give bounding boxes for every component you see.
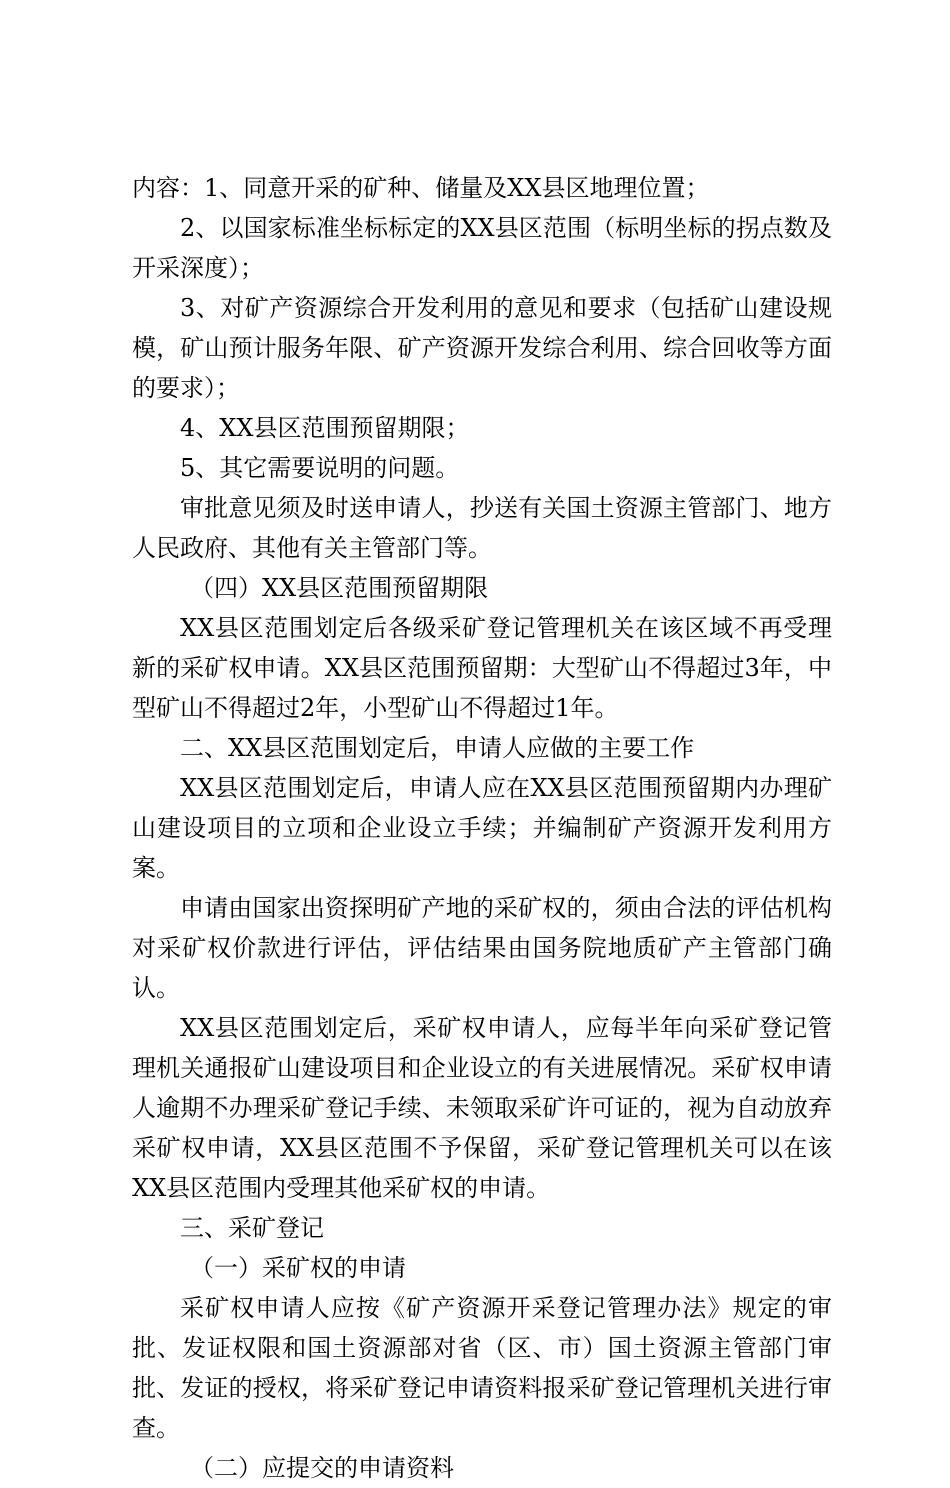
heading-mining-registration: 三、采矿登记	[180, 1214, 324, 1242]
paragraph-item-5: 5、其它需要说明的问题。	[180, 454, 460, 482]
heading-applicant-work: 二、XX县区范围划定后，申请人应做的主要工作	[180, 734, 695, 762]
subheading-reservation-period: （四）XX县区范围预留期限	[190, 574, 489, 602]
paragraph-valuation: 申请由国家出资探明矿产地的采矿权的，须由合法的评估机构对采矿权价款进行评估，评估结果由国务院地质矿产主管部门确认。	[132, 894, 832, 1002]
paragraph-approval-notice: 审批意见须及时送申请人，抄送有关国土资源主管部门、地方人民政府、其他有关主管部门等。	[132, 494, 832, 562]
document-body	[132, 168, 832, 1488]
paragraph-content-intro: 内容：1、同意开采的矿种、储量及XX县区地理位置；	[132, 174, 710, 202]
paragraph-project-setup: XX县区范围划定后，申请人应在XX县区范围预留期内办理矿山建设项目的立项和企业设立手续；并编制矿产资源开发利用方案。	[132, 774, 832, 882]
paragraph-item-2: 2、以国家标准坐标标定的XX县区范围（标明坐标的拐点数及开采深度）；	[132, 214, 832, 282]
paragraph-item-3: 3、对矿产资源综合开发利用的意见和要求（包括矿山建设规模，矿山预计服务年限、矿产资源开发综合利用、综合回收等方面的要求）；	[132, 294, 832, 402]
paragraph-progress-report: XX县区范围划定后，采矿权申请人，应每半年向采矿登记管理机关通报矿山建设项目和企业设立的有关进展情况。采矿权申请人逾期不办理采矿登记手续、未领取采矿许可证的，视为自动放弃采矿权申请，XX县区范围不予保留，采矿登记管理机关可以在该XX县区范围内受理其他采矿权的申请。	[132, 1014, 832, 1202]
paragraph-reservation-period: XX县区范围划定后各级采矿登记管理机关在该区域不再受理新的采矿权申请。XX县区范围预留期：大型矿山不得超过3年，中型矿山不得超过2年，小型矿山不得超过1年。	[132, 614, 832, 722]
paragraph-item-4: 4、XX县区范围预留期限；	[180, 414, 470, 442]
subheading-mining-application: （一）采矿权的申请	[190, 1254, 406, 1282]
paragraph-mining-application: 采矿权申请人应按《矿产资源开采登记管理办法》规定的审批、发证权限和国土资源部对省（区、市）国土资源主管部门审批、发证的授权，将采矿登记申请资料报采矿登记管理机关进行审查。	[132, 1294, 832, 1442]
subheading-application-materials: （二）应提交的申请资料	[190, 1454, 454, 1482]
